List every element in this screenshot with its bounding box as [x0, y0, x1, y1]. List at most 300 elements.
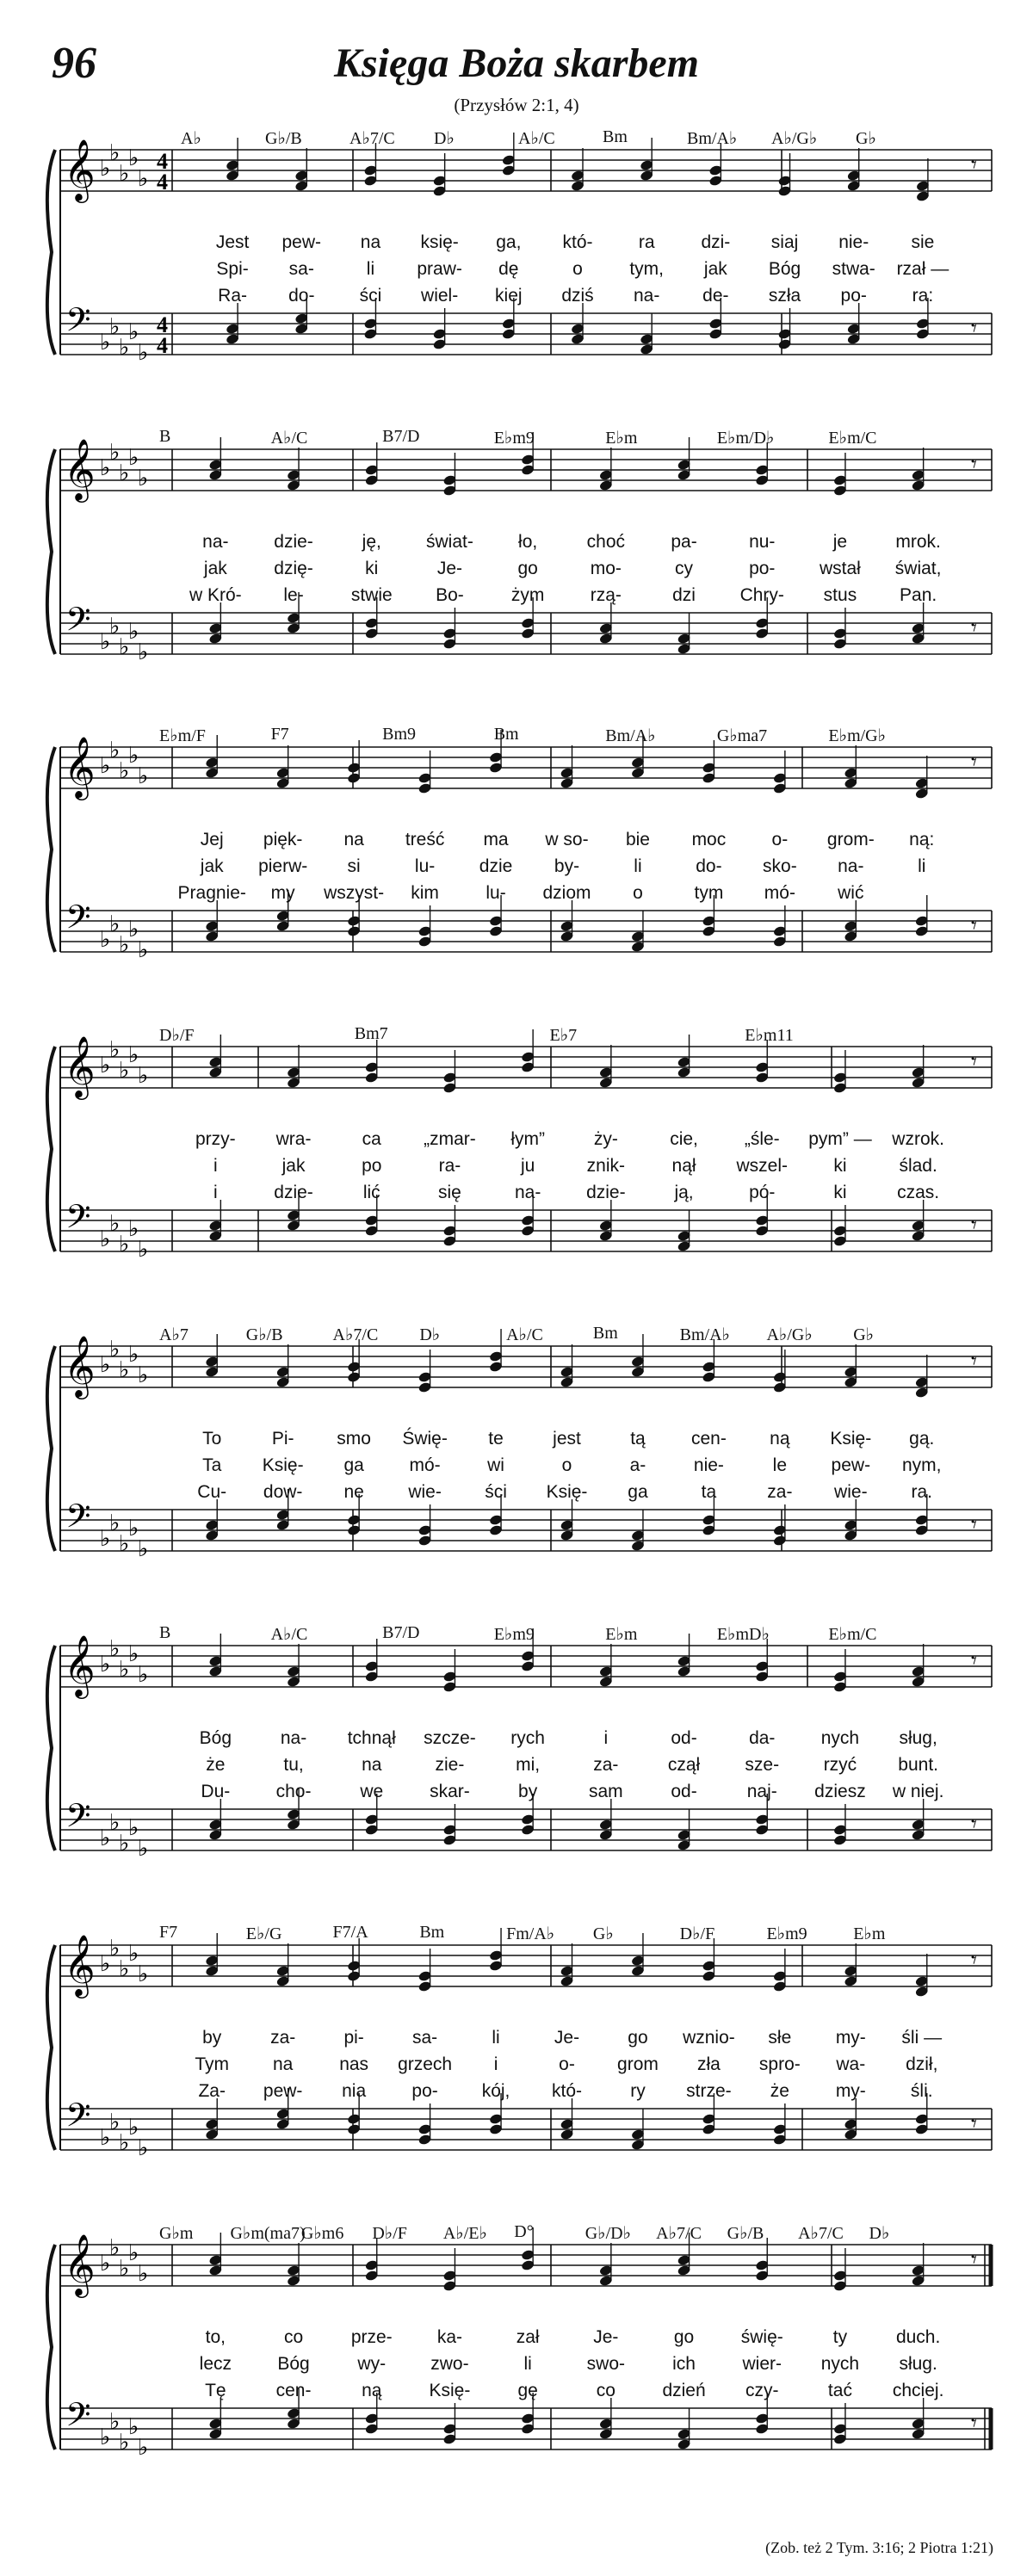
lyric-syllable: stus: [823, 585, 857, 605]
key-flat-icon: ♭: [128, 1516, 139, 1541]
lyric-syllable: we: [360, 1782, 384, 1801]
chord-symbol: E♭m11: [745, 1026, 794, 1045]
lyric-syllable: nu-: [749, 532, 776, 552]
lyric-syllable: ga: [343, 1455, 364, 1475]
lyric-syllable: rzał —: [896, 259, 949, 279]
lyric-syllable: Bóg: [768, 259, 801, 279]
hymn-subtitle: (Przysłów 2:1, 4): [454, 95, 579, 115]
treble-clef-icon: 𝄞: [64, 1933, 96, 1996]
key-flat-icon: ♭: [100, 1825, 111, 1851]
brace: [47, 1646, 55, 1850]
key-flat-icon: ♭: [100, 330, 111, 355]
key-flat-icon: ♭: [128, 1216, 139, 1242]
lyric-syllable: i: [603, 1728, 609, 1748]
lyric-syllable: ga,: [496, 232, 522, 252]
chord-symbol: E♭m9: [766, 1924, 807, 1943]
lyric-syllable: bie: [625, 830, 650, 849]
chord-symbol: E♭7: [549, 1026, 578, 1045]
key-flat-icon: ♭: [109, 614, 121, 639]
key-flat-icon: ♭: [100, 2125, 111, 2151]
lyric-syllable: ki: [365, 559, 379, 578]
lyric-syllable: sie: [911, 232, 935, 252]
key-flat-icon: ♭: [109, 1211, 121, 1237]
lyric-syllable: Pragnie-: [177, 883, 246, 903]
lyric-syllable: To: [202, 1429, 222, 1449]
lyric-syllable: księ-: [420, 232, 459, 252]
lyric-syllable: go: [673, 2327, 695, 2347]
lyric-syllable: po-: [840, 286, 867, 306]
lyric-syllable: za-: [767, 1482, 793, 1502]
bass-clef-icon: 𝄢: [65, 898, 91, 944]
lyric-syllable: dzie: [479, 856, 513, 876]
lyric-syllable: gę: [517, 2381, 538, 2400]
key-flat-icon: ♭: [109, 314, 121, 340]
chord-symbol: E♭m: [605, 429, 638, 448]
lyric-syllable: pew-: [263, 2081, 303, 2101]
chord-symbol: E♭m: [853, 1924, 886, 1943]
key-flat-icon: ♭: [138, 166, 149, 192]
lyric-syllable: Du-: [201, 1782, 231, 1801]
lyric-syllable: my-: [835, 2081, 866, 2101]
brace: [47, 1945, 55, 2150]
lyric-syllable: ży-: [593, 1129, 618, 1149]
lyric-syllable: jest: [553, 1429, 581, 1449]
lyric-syllable: zał: [516, 2327, 540, 2347]
lyric-syllable: pew-: [831, 1455, 871, 1475]
key-flat-icon: ♭: [119, 1232, 130, 1257]
lyric-syllable: tą: [630, 1429, 646, 1449]
lyric-syllable: któ-: [562, 232, 593, 252]
lyric-syllable: a-: [629, 1455, 646, 1475]
eighth-rest-icon: 𝄾: [971, 1648, 977, 1674]
lyric-syllable: nych: [820, 1728, 860, 1748]
lyric-syllable: tu,: [283, 1755, 304, 1775]
bass-staff: [60, 911, 992, 952]
lyric-syllable: ma: [483, 830, 509, 849]
lyric-syllable: ra: [638, 232, 655, 252]
lyric-syllable: wzrok.: [892, 1129, 944, 1149]
key-flat-icon: ♭: [109, 2409, 121, 2435]
lyric-syllable: ki: [833, 1156, 847, 1176]
treble-clef-icon: 𝄞: [64, 735, 96, 798]
lyric-syllable: tać: [827, 2381, 852, 2400]
lyric-syllable: „zmar-: [424, 1129, 476, 1149]
lyric-syllable: po-: [749, 559, 776, 578]
chord-symbol: B: [159, 427, 171, 446]
lyric-syllable: mó-: [764, 883, 795, 903]
brace: [47, 1346, 55, 1551]
lyric-syllable: de-: [702, 286, 729, 306]
chord-symbol: A♭/G♭: [766, 1325, 813, 1344]
lyric-syllable: ty: [832, 2327, 848, 2347]
lyric-syllable: wa-: [836, 2054, 866, 2074]
lyric-syllable: lecz: [199, 2354, 232, 2374]
bass-clef-icon: 𝄢: [65, 600, 91, 646]
lyric-syllable: mrok.: [895, 532, 941, 552]
lyric-syllable: jak: [203, 559, 227, 578]
lyric-syllable: jak: [281, 1156, 306, 1176]
key-flat-icon: ♭: [109, 1810, 121, 1836]
bass-clef-icon: 𝄢: [65, 2096, 91, 2142]
key-flat-icon: ♭: [119, 1956, 130, 1982]
lyric-syllable: li: [918, 856, 926, 876]
lyric-syllable: o: [633, 883, 643, 903]
lyric-syllable: Księ-: [262, 1455, 304, 1475]
lyric-syllable: ra-: [438, 1156, 461, 1176]
key-flat-icon: ♭: [128, 2240, 139, 2266]
key-flat-icon: ♭: [128, 1042, 139, 1068]
lyric-syllable: do-: [288, 286, 315, 306]
bass-clef-icon: 𝄢: [65, 2395, 91, 2442]
chord-symbol: Bm9: [382, 725, 417, 744]
lyric-syllable: o-: [559, 2054, 575, 2074]
lyric-syllable: praw-: [417, 259, 462, 279]
lyric-syllable: pa-: [671, 532, 697, 552]
chord-symbol: F7/A: [332, 1923, 368, 1942]
lyric-syllable: ra:: [912, 286, 934, 306]
lyric-syllable: go: [628, 2028, 648, 2048]
lyric-syllable: pięk-: [263, 830, 303, 849]
lyric-syllable: go: [517, 559, 538, 578]
lyric-syllable: sług,: [899, 1728, 937, 1748]
lyric-syllable: Ra-: [218, 286, 247, 306]
lyric-syllable: dzie-: [274, 1183, 313, 1202]
lyric-syllable: by: [202, 2028, 222, 2048]
lyric-syllable: i: [493, 2054, 498, 2074]
chord-symbol: Bm: [493, 725, 519, 744]
lyric-syllable: pym” —: [808, 1129, 872, 1149]
lyric-syllable: stwa-: [832, 259, 875, 279]
lyric-syllable: łym”: [510, 1129, 545, 1149]
key-flat-icon: ♭: [109, 440, 121, 466]
lyric-syllable: li: [523, 2354, 532, 2374]
key-flat-icon: ♭: [128, 445, 139, 471]
lyric-syllable: rzyć: [823, 1755, 857, 1775]
lyric-syllable: li: [366, 259, 375, 279]
system-5: [0, 1300, 1033, 1592]
lyric-syllable: wie-: [408, 1482, 442, 1502]
lyric-syllable: Bóg: [199, 1728, 232, 1748]
lyric-syllable: tym,: [629, 259, 665, 279]
lyric-syllable: wiel-: [421, 286, 459, 306]
chord-symbol: D♭: [869, 2224, 890, 2243]
chord-symbol: B: [159, 1623, 171, 1642]
chord-symbol: D♭/F: [159, 1026, 195, 1045]
lyric-syllable: Księ-: [546, 1482, 588, 1502]
lyric-syllable: naj-: [746, 1782, 777, 1801]
lyric-syllable: ną: [362, 2381, 382, 2400]
lyric-syllable: żym: [510, 585, 545, 605]
lyric-syllable: chciej.: [892, 2381, 944, 2400]
key-flat-icon: ♭: [119, 161, 130, 187]
lyric-syllable: sko-: [763, 856, 797, 876]
key-flat-icon: ♭: [138, 1961, 149, 1987]
brace: [47, 449, 55, 654]
lyric-syllable: wie-: [834, 1482, 868, 1502]
key-flat-icon: ♭: [128, 1941, 139, 1967]
key-flat-icon: ♭: [128, 2414, 139, 2440]
key-flat-icon: ♭: [119, 1058, 130, 1084]
system-2: [0, 403, 1033, 695]
key-flat-icon: ♭: [100, 1352, 111, 1378]
lyric-syllable: ka-: [436, 2327, 463, 2347]
lyric-syllable: dziś: [561, 286, 594, 306]
lyric-syllable: ję,: [362, 532, 381, 552]
lyric-syllable: ną:: [909, 830, 935, 849]
chord-symbol: E♭m/C: [828, 1625, 877, 1644]
lyric-syllable: nie-: [838, 232, 869, 252]
lyric-syllable: dził,: [906, 2054, 938, 2074]
chord-symbol: A♭/C: [506, 1325, 543, 1344]
time-signature: 4: [157, 312, 168, 337]
lyric-syllable: sa-: [288, 259, 314, 279]
lyric-syllable: kim: [411, 883, 439, 903]
lyric-syllable: na: [343, 830, 364, 849]
key-flat-icon: ♭: [119, 1357, 130, 1383]
bass-staff: [60, 1510, 992, 1551]
chord-symbol: G♭/D♭: [585, 2224, 632, 2243]
lyric-syllable: ści: [485, 1482, 507, 1502]
lyric-syllable: na: [362, 1755, 382, 1775]
key-flat-icon: ♭: [119, 1831, 130, 1856]
chord-symbol: Bm/A♭: [605, 726, 656, 745]
lyric-syllable: śli.: [910, 2081, 933, 2101]
lyric-syllable: i: [213, 1156, 218, 1176]
chord-symbol: A♭/C: [270, 429, 308, 448]
bass-clef-icon: 𝄢: [65, 300, 91, 347]
lyric-syllable: za-: [593, 1755, 619, 1775]
lyric-syllable: dzi: [672, 585, 696, 605]
chord-symbol: A♭: [181, 129, 201, 148]
brace: [47, 747, 55, 952]
chord-symbol: F7: [159, 1923, 178, 1942]
lyric-syllable: pew-: [281, 232, 322, 252]
key-flat-icon: ♭: [109, 1936, 121, 1961]
lyric-syllable: Je-: [554, 2028, 580, 2048]
lyric-syllable: do-: [696, 856, 722, 876]
lyric-syllable: że: [770, 2081, 789, 2101]
lyric-syllable: nia: [342, 2081, 367, 2101]
key-flat-icon: ♭: [100, 2425, 111, 2450]
lyric-syllable: strze-: [686, 2081, 732, 2101]
lyric-syllable: o: [572, 259, 583, 279]
lyric-syllable: że: [206, 1755, 226, 1775]
chord-symbol: Bm7: [354, 1024, 388, 1043]
system-4: [0, 1000, 1033, 1293]
lyric-syllable: nych: [820, 2354, 860, 2374]
key-flat-icon: ♭: [109, 911, 121, 937]
key-flat-icon: ♭: [138, 466, 149, 491]
lyric-syllable: mo-: [590, 559, 622, 578]
chord-symbol: D♭/F: [372, 2224, 407, 2243]
key-flat-icon: ♭: [138, 2135, 149, 2161]
chord-symbol: A♭7: [159, 1325, 189, 1344]
lyric-syllable: swo-: [586, 2354, 626, 2374]
chord-symbol: E♭m9: [493, 429, 535, 448]
lyric-syllable: wra-: [275, 1129, 312, 1149]
lyric-syllable: zła: [696, 2054, 721, 2074]
lyric-syllable: wszel-: [736, 1156, 789, 1176]
treble-clef-icon: 𝄞: [64, 1634, 96, 1696]
chord-symbol: G♭ma7: [716, 726, 768, 745]
chord-symbol: Bm/A♭: [679, 1325, 730, 1344]
lyric-syllable: spro-: [758, 2054, 801, 2074]
lyric-syllable: cie,: [670, 1129, 698, 1149]
key-flat-icon: ♭: [119, 2430, 130, 2456]
lyric-syllable: Tym: [195, 2054, 230, 2074]
key-flat-icon: ♭: [138, 2261, 149, 2287]
lyric-syllable: wi: [487, 1455, 504, 1475]
key-flat-icon: ♭: [100, 1053, 111, 1078]
chord-symbol: A♭7/C: [656, 2224, 702, 2243]
eighth-rest-icon: 𝄾: [971, 1512, 977, 1538]
chord-symbol: G♭: [856, 129, 876, 148]
lyric-syllable: te: [488, 1429, 504, 1449]
key-flat-icon: ♭: [128, 2115, 139, 2140]
lyric-syllable: od-: [671, 1782, 697, 1801]
lyric-syllable: przy-: [195, 1129, 236, 1149]
treble-clef-icon: 𝄞: [64, 138, 96, 201]
lyric-syllable: na: [360, 232, 381, 252]
lyric-syllable: mi,: [516, 1755, 541, 1775]
lyric-syllable: bunt.: [898, 1755, 938, 1775]
lyric-syllable: le-: [283, 585, 304, 605]
system-6: [0, 1599, 1033, 1892]
eighth-rest-icon: 𝄾: [971, 1213, 977, 1239]
lyric-syllable: „śle-: [744, 1129, 780, 1149]
eighth-rest-icon: 𝄾: [971, 615, 977, 641]
lyric-syllable: ca: [362, 1129, 381, 1149]
chord-symbol: E♭m9: [493, 1625, 535, 1644]
key-flat-icon: ♭: [109, 738, 121, 763]
lyric-syllable: ich: [672, 2354, 696, 2374]
chord-symbol: A♭/C: [518, 129, 555, 148]
chord-symbol: Bm/A♭: [687, 129, 738, 148]
chord-symbol: E♭m: [605, 1625, 638, 1644]
lyric-syllable: szła: [768, 286, 801, 306]
eighth-rest-icon: 𝄾: [971, 750, 977, 775]
key-flat-icon: ♭: [138, 1536, 149, 1562]
lyric-syllable: stwie: [350, 585, 393, 605]
lyric-syllable: ło,: [518, 532, 538, 552]
eighth-rest-icon: 𝄾: [971, 2247, 977, 2273]
key-flat-icon: ♭: [119, 634, 130, 660]
lyric-syllable: na-: [838, 856, 864, 876]
key-flat-icon: ♭: [109, 1037, 121, 1063]
bass-staff: [60, 313, 992, 355]
key-flat-icon: ♭: [128, 319, 139, 345]
lyric-syllable: na-: [633, 286, 660, 306]
key-flat-icon: ♭: [100, 2251, 111, 2276]
key-flat-icon: ♭: [138, 1836, 149, 1862]
lyric-syllable: Spi-: [216, 259, 249, 279]
chord-symbol: A♭7/C: [349, 129, 395, 148]
chord-symbol: Bm: [419, 1923, 445, 1942]
lyric-syllable: wy-: [357, 2354, 387, 2374]
lyric-syllable: Bo-: [436, 585, 464, 605]
lyric-syllable: mó-: [409, 1455, 441, 1475]
eighth-rest-icon: 𝄾: [971, 913, 977, 939]
lyric-syllable: my: [270, 883, 295, 903]
lyric-syllable: kój,: [481, 2081, 510, 2101]
chord-symbol: E♭m/G♭: [828, 726, 887, 745]
lyric-syllable: świat-: [426, 532, 473, 552]
key-flat-icon: ♭: [109, 2235, 121, 2261]
key-flat-icon: ♭: [100, 1526, 111, 1552]
key-flat-icon: ♭: [128, 1815, 139, 1841]
key-flat-icon: ♭: [119, 460, 130, 486]
chord-symbol: D°: [514, 2222, 534, 2241]
key-flat-icon: ♭: [138, 1063, 149, 1089]
lyric-syllable: li: [492, 2028, 500, 2048]
lyric-syllable: grom-: [826, 830, 875, 849]
lyric-syllable: by-: [554, 856, 580, 876]
lyric-syllable: co: [596, 2381, 615, 2400]
lyric-syllable: śli —: [901, 2028, 943, 2048]
lyric-syllable: lić: [362, 1183, 380, 1202]
lyric-syllable: jak: [703, 259, 727, 279]
key-flat-icon: ♭: [128, 145, 139, 171]
chord-symbol: G♭m6: [300, 2224, 344, 2243]
chord-symbol: D♭/F: [679, 1924, 715, 1943]
chord-symbol: F7: [270, 725, 289, 744]
chord-symbol: G♭m: [159, 2224, 194, 2243]
bass-clef-icon: 𝄢: [65, 1497, 91, 1543]
lyric-syllable: w niej.: [892, 1782, 944, 1801]
eighth-rest-icon: 𝄾: [971, 152, 977, 178]
eighth-rest-icon: 𝄾: [971, 1049, 977, 1075]
lyric-syllable: tchnął: [347, 1728, 396, 1748]
lyric-syllable: świę-: [740, 2327, 783, 2347]
lyric-syllable: jak: [200, 856, 224, 876]
lyric-syllable: dzie-: [586, 1183, 626, 1202]
chord-symbol: G♭/B: [265, 129, 302, 148]
lyric-syllable: dę: [498, 259, 519, 279]
lyric-syllable: wier-: [742, 2354, 782, 2374]
key-flat-icon: ♭: [100, 455, 111, 481]
eighth-rest-icon: 𝄾: [971, 2111, 977, 2137]
treble-clef-icon: 𝄞: [64, 1334, 96, 1397]
brace: [47, 150, 55, 355]
lyric-syllable: Tę: [205, 2381, 226, 2400]
eighth-rest-icon: 𝄾: [971, 1948, 977, 1974]
lyric-syllable: treść: [405, 830, 445, 849]
hymn-number: 96: [52, 39, 96, 88]
lyric-syllable: dzię-: [274, 559, 313, 578]
lyric-syllable: ju: [520, 1156, 535, 1176]
lyric-syllable: by: [518, 1782, 538, 1801]
bass-clef-icon: 𝄢: [65, 1197, 91, 1244]
lyric-syllable: pó-: [749, 1183, 776, 1202]
chord-symbol: A♭7/C: [332, 1325, 379, 1344]
lyric-syllable: lu-: [414, 856, 436, 876]
lyric-syllable: Bóg: [277, 2354, 310, 2374]
eighth-rest-icon: 𝄾: [971, 452, 977, 478]
lyric-syllable: siaj: [770, 232, 799, 252]
chord-symbol: G♭: [853, 1325, 875, 1344]
lyric-syllable: wznio-: [683, 2028, 735, 2048]
key-flat-icon: ♭: [109, 140, 121, 166]
brace: [47, 1047, 55, 1251]
lyric-syllable: da-: [749, 1728, 776, 1748]
chord-symbol: Fm/A♭: [506, 1924, 555, 1943]
eighth-rest-icon: 𝄾: [971, 1349, 977, 1374]
footer-reference: (Zob. też 2 Tym. 3:16; 2 Piotra 1:21): [765, 2539, 993, 2556]
key-flat-icon: ♭: [128, 1641, 139, 1667]
lyric-syllable: Ta: [202, 1455, 222, 1475]
lyric-syllable: ną: [770, 1429, 790, 1449]
lyric-syllable: kiej: [495, 286, 523, 306]
